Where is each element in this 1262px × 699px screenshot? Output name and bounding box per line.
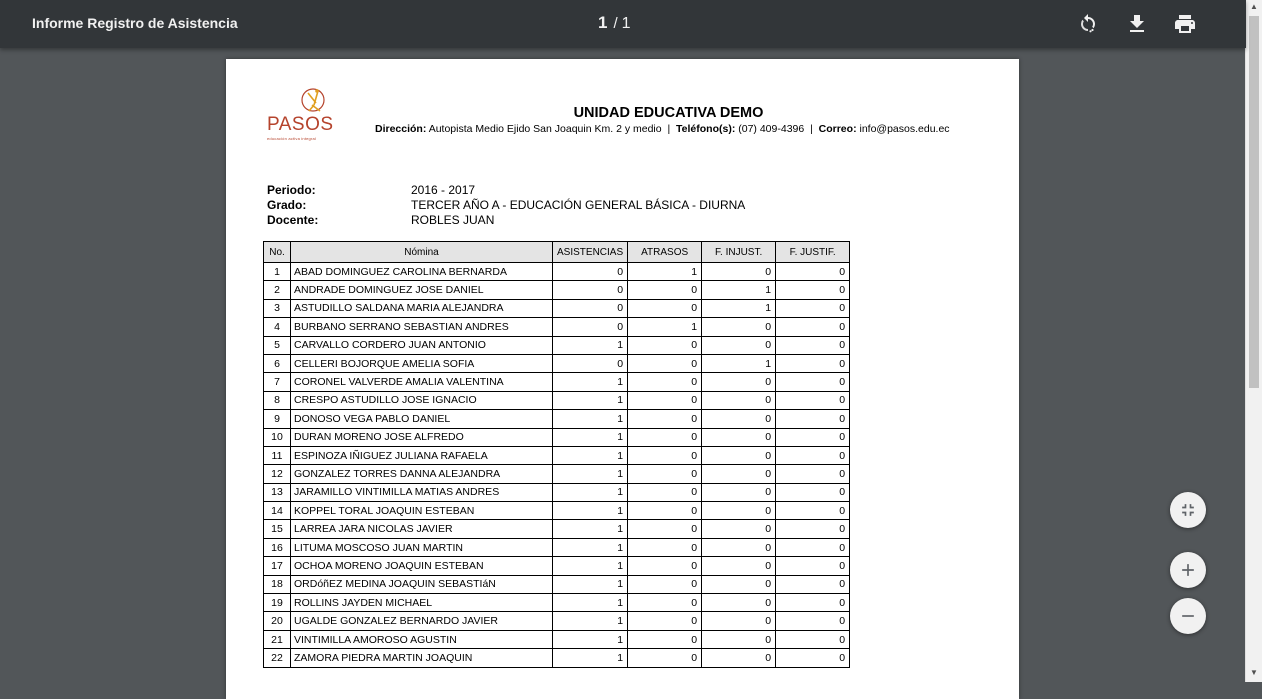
zoom-in-icon	[1178, 560, 1198, 580]
atrasos-value: 0	[628, 520, 702, 538]
asistencias-value: 1	[553, 557, 628, 575]
table-row	[264, 391, 850, 409]
grado-label: Grado:	[267, 198, 307, 212]
row-number: 22	[264, 649, 291, 667]
email-value: info@pasos.edu.ec	[859, 123, 950, 135]
atrasos-value: 0	[628, 354, 702, 372]
f-justif-value: 0	[776, 538, 850, 556]
col-header-no: No.	[264, 242, 291, 263]
asistencias-value: 0	[553, 299, 628, 317]
table-row	[264, 428, 850, 446]
row-number: 8	[264, 391, 291, 409]
atrasos-value: 0	[628, 410, 702, 428]
asistencias-value: 1	[553, 391, 628, 409]
f-justif-value: 0	[776, 630, 850, 648]
scroll-thumb[interactable]	[1249, 16, 1259, 388]
asistencias-value: 1	[553, 594, 628, 612]
phone-value: (07) 409-4396	[738, 123, 805, 135]
f-injust-value: 0	[702, 465, 776, 483]
table-row	[264, 373, 850, 391]
f-justif-value: 0	[776, 520, 850, 538]
scroll-up-arrow[interactable]: ▲	[1250, 2, 1258, 11]
row-number: 10	[264, 428, 291, 446]
col-header-nomina: Nómina	[291, 242, 553, 263]
asistencias-value: 0	[553, 281, 628, 299]
asistencias-value: 1	[553, 538, 628, 556]
rotate-button[interactable]	[1076, 12, 1100, 36]
vertical-scrollbar[interactable]	[1245, 0, 1262, 682]
atrasos-value: 0	[628, 557, 702, 575]
asistencias-value: 1	[553, 410, 628, 428]
table-row	[264, 281, 850, 299]
col-header-atrasos: ATRASOS	[628, 242, 702, 263]
row-number: 13	[264, 483, 291, 501]
f-justif-value: 0	[776, 502, 850, 520]
row-number: 21	[264, 630, 291, 648]
row-number: 19	[264, 594, 291, 612]
atrasos-value: 0	[628, 465, 702, 483]
docente-value: ROBLES JUAN	[411, 213, 495, 227]
attendance-table	[263, 241, 850, 668]
atrasos-value: 0	[628, 483, 702, 501]
f-justif-value: 0	[776, 594, 850, 612]
row-number: 1	[264, 263, 291, 281]
col-header-f-justif: F. JUSTIF.	[776, 242, 850, 263]
student-name: ZAMORA PIEDRA MARTIN JOAQUIN	[291, 649, 553, 667]
docente-label: Docente:	[267, 213, 319, 227]
col-header-asistencias: ASISTENCIAS	[553, 242, 628, 263]
asistencias-value: 1	[553, 446, 628, 464]
f-justif-value: 0	[776, 299, 850, 317]
student-name: ORDóñEZ MEDINA JOAQUIN SEBASTIáN	[291, 575, 553, 593]
table-row	[264, 538, 850, 556]
atrasos-value: 1	[628, 318, 702, 336]
grado-row	[267, 198, 867, 213]
email-label: Correo:	[818, 123, 857, 135]
periodo-label: Periodo:	[267, 183, 316, 197]
f-justif-value: 0	[776, 446, 850, 464]
f-justif-value: 0	[776, 483, 850, 501]
student-name: GONZALEZ TORRES DANNA ALEJANDRA	[291, 465, 553, 483]
f-injust-value: 0	[702, 446, 776, 464]
atrasos-value: 0	[628, 299, 702, 317]
student-name: BURBANO SERRANO SEBASTIAN ANDRES	[291, 318, 553, 336]
divider: |	[810, 123, 813, 135]
asistencias-value: 0	[553, 263, 628, 281]
row-number: 16	[264, 538, 291, 556]
f-justif-value: 0	[776, 336, 850, 354]
docente-row	[267, 213, 867, 228]
f-injust-value: 0	[702, 630, 776, 648]
logo-subtitle: educación activa integral	[267, 136, 317, 141]
table-row	[264, 594, 850, 612]
report-meta	[267, 183, 867, 228]
asistencias-value: 1	[553, 336, 628, 354]
zoom-in-button[interactable]	[1170, 552, 1206, 588]
f-justif-value: 0	[776, 649, 850, 667]
row-number: 5	[264, 336, 291, 354]
atrasos-value: 0	[628, 373, 702, 391]
student-name: LITUMA MOSCOSO JUAN MARTIN	[291, 538, 553, 556]
table-row	[264, 575, 850, 593]
row-number: 6	[264, 354, 291, 372]
table-row	[264, 446, 850, 464]
student-name: JARAMILLO VINTIMILLA MATIAS ANDRES	[291, 483, 553, 501]
atrasos-value: 0	[628, 612, 702, 630]
atrasos-value: 0	[628, 575, 702, 593]
fit-to-page-button[interactable]	[1170, 492, 1206, 528]
school-name: UNIDAD EDUCATIVA DEMO	[573, 105, 764, 121]
student-name: VINTIMILLA AMOROSO AGUSTIN	[291, 630, 553, 648]
student-name: ESPINOZA IÑIGUEZ JULIANA RAFAELA	[291, 446, 553, 464]
f-injust-value: 0	[702, 649, 776, 667]
table-row	[264, 263, 850, 281]
f-injust-value: 0	[702, 428, 776, 446]
f-injust-value: 0	[702, 391, 776, 409]
page-indicator	[598, 13, 631, 33]
print-icon	[1173, 12, 1197, 36]
asistencias-value: 1	[553, 630, 628, 648]
row-number: 15	[264, 520, 291, 538]
table-row	[264, 502, 850, 520]
f-justif-value: 0	[776, 428, 850, 446]
table-row	[264, 410, 850, 428]
address-value: Autopista Medio Ejido San Joaquin Km. 2 y medio	[428, 123, 662, 135]
student-name: ABAD DOMINGUEZ CAROLINA BERNARDA	[291, 263, 553, 281]
current-page-number[interactable]: 1	[598, 13, 608, 32]
asistencias-value: 0	[553, 354, 628, 372]
table-row	[264, 630, 850, 648]
f-injust-value: 1	[702, 299, 776, 317]
row-number: 18	[264, 575, 291, 593]
f-injust-value: 0	[702, 373, 776, 391]
zoom-out-button[interactable]	[1170, 598, 1206, 634]
document-title: Informe Registro de Asistencia	[32, 15, 238, 31]
row-number: 14	[264, 502, 291, 520]
grado-value: TERCER AÑO A - EDUCACIÓN GENERAL BÁSICA - DIURNA	[411, 198, 746, 212]
atrasos-value: 0	[628, 630, 702, 648]
f-injust-value: 0	[702, 263, 776, 281]
periodo-value: 2016 - 2017	[411, 183, 476, 197]
row-number: 12	[264, 465, 291, 483]
f-injust-value: 0	[702, 612, 776, 630]
atrasos-value: 0	[628, 281, 702, 299]
f-justif-value: 0	[776, 263, 850, 281]
student-name: ANDRADE DOMINGUEZ JOSE DANIEL	[291, 281, 553, 299]
f-injust-value: 0	[702, 575, 776, 593]
table-row	[264, 354, 850, 372]
print-button[interactable]	[1173, 12, 1197, 36]
rotate-icon	[1076, 12, 1100, 36]
pdf-toolbar	[0, 0, 1246, 48]
f-justif-value: 0	[776, 465, 850, 483]
fit-to-page-icon	[1178, 500, 1198, 520]
row-number: 17	[264, 557, 291, 575]
f-injust-value: 0	[702, 336, 776, 354]
asistencias-value: 1	[553, 612, 628, 630]
atrasos-value: 0	[628, 594, 702, 612]
asistencias-value: 1	[553, 373, 628, 391]
atrasos-value: 0	[628, 649, 702, 667]
f-justif-value: 0	[776, 318, 850, 336]
contact-line	[375, 123, 950, 135]
col-header-f-injust: F. INJUST.	[702, 242, 776, 263]
asistencias-value: 1	[553, 483, 628, 501]
download-button[interactable]	[1125, 12, 1149, 36]
student-name: KOPPEL TORAL JOAQUIN ESTEBAN	[291, 502, 553, 520]
student-name: CORONEL VALVERDE AMALIA VALENTINA	[291, 373, 553, 391]
f-justif-value: 0	[776, 557, 850, 575]
row-number: 2	[264, 281, 291, 299]
atrasos-value: 1	[628, 263, 702, 281]
logo-text: PASOS	[267, 114, 334, 135]
row-number: 3	[264, 299, 291, 317]
row-number: 9	[264, 410, 291, 428]
pdf-page	[226, 59, 1019, 699]
atrasos-value: 0	[628, 446, 702, 464]
phone-label: Teléfono(s):	[676, 123, 736, 135]
asistencias-value: 1	[553, 502, 628, 520]
student-name: ROLLINS JAYDEN MICHAEL	[291, 594, 553, 612]
atrasos-value: 0	[628, 502, 702, 520]
periodo-row	[267, 183, 867, 198]
row-number: 11	[264, 446, 291, 464]
f-justif-value: 0	[776, 391, 850, 409]
f-justif-value: 0	[776, 373, 850, 391]
f-injust-value: 0	[702, 594, 776, 612]
table-row	[264, 483, 850, 501]
atrasos-value: 0	[628, 336, 702, 354]
asistencias-value: 1	[553, 465, 628, 483]
f-injust-value: 0	[702, 502, 776, 520]
asistencias-value: 0	[553, 318, 628, 336]
scroll-down-arrow[interactable]: ▼	[1250, 668, 1258, 677]
table-row	[264, 336, 850, 354]
f-injust-value: 0	[702, 483, 776, 501]
table-row	[264, 557, 850, 575]
student-name: DURAN MORENO JOSE ALFREDO	[291, 428, 553, 446]
atrasos-value: 0	[628, 391, 702, 409]
student-name: CARVALLO CORDERO JUAN ANTONIO	[291, 336, 553, 354]
table-row	[264, 318, 850, 336]
table-row	[264, 465, 850, 483]
student-name: CELLERI BOJORQUE AMELIA SOFIA	[291, 354, 553, 372]
student-name: UGALDE GONZALEZ BERNARDO JAVIER	[291, 612, 553, 630]
total-pages: 1	[621, 15, 631, 32]
asistencias-value: 1	[553, 520, 628, 538]
student-name: DONOSO VEGA PABLO DANIEL	[291, 410, 553, 428]
f-justif-value: 0	[776, 410, 850, 428]
f-justif-value: 0	[776, 281, 850, 299]
student-name: CRESPO ASTUDILLO JOSE IGNACIO	[291, 391, 553, 409]
student-name: OCHOA MORENO JOAQUIN ESTEBAN	[291, 557, 553, 575]
f-justif-value: 0	[776, 612, 850, 630]
address-label: Dirección:	[375, 123, 427, 135]
student-name: ASTUDILLO SALDANA MARIA ALEJANDRA	[291, 299, 553, 317]
row-number: 4	[264, 318, 291, 336]
f-injust-value: 0	[702, 318, 776, 336]
table-header-row	[264, 242, 850, 263]
table-row	[264, 649, 850, 667]
table-row	[264, 612, 850, 630]
f-justif-value: 0	[776, 354, 850, 372]
f-injust-value: 0	[702, 410, 776, 428]
zoom-out-icon	[1178, 606, 1198, 626]
student-name: LARREA JARA NICOLAS JAVIER	[291, 520, 553, 538]
page-separator: /	[613, 15, 618, 32]
atrasos-value: 0	[628, 538, 702, 556]
f-injust-value: 0	[702, 538, 776, 556]
f-injust-value: 0	[702, 557, 776, 575]
f-justif-value: 0	[776, 575, 850, 593]
asistencias-value: 1	[553, 649, 628, 667]
row-number: 20	[264, 612, 291, 630]
f-injust-value: 1	[702, 354, 776, 372]
asistencias-value: 1	[553, 575, 628, 593]
f-injust-value: 0	[702, 520, 776, 538]
atrasos-value: 0	[628, 428, 702, 446]
table-row	[264, 520, 850, 538]
table-row	[264, 299, 850, 317]
asistencias-value: 1	[553, 428, 628, 446]
f-injust-value: 1	[702, 281, 776, 299]
divider: |	[667, 123, 671, 135]
row-number: 7	[264, 373, 291, 391]
download-icon	[1125, 12, 1149, 36]
